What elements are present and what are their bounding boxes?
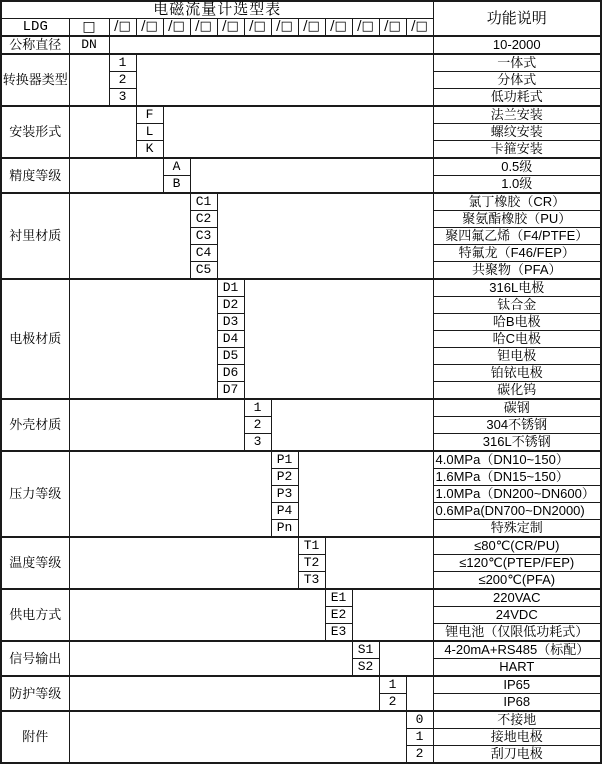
spacer-cell	[69, 711, 406, 763]
table-row	[1, 399, 601, 417]
spacer-cell	[69, 537, 298, 589]
spacer-cell	[379, 641, 433, 676]
function-desc: ≤80℃(CR/PU)	[433, 537, 601, 555]
code-cell: F	[136, 106, 163, 124]
function-desc: 聚氨酯橡胶（PU）	[433, 211, 601, 228]
spacer-cell	[69, 158, 163, 193]
code-cell: DN	[69, 36, 109, 54]
spacer-cell	[190, 158, 433, 193]
section-label: 温度等级	[1, 537, 69, 589]
section-label: 附件	[1, 711, 69, 763]
code-cell: C1	[190, 193, 217, 211]
spacer-cell	[298, 451, 433, 537]
function-desc: ≤120℃(PTEP/FEP)	[433, 555, 601, 572]
code-cell: D2	[217, 297, 244, 314]
code-slot: /□	[379, 19, 406, 37]
code-cell: C2	[190, 211, 217, 228]
model-prefix: LDG	[1, 19, 69, 37]
spacer-cell	[69, 641, 352, 676]
table-title: 电磁流量计选型表	[1, 1, 433, 19]
section-label: 压力等级	[1, 451, 69, 537]
code-slot: /□	[163, 19, 190, 37]
spacer-cell	[244, 279, 433, 399]
function-desc: 聚四氟乙烯（F4/PTFE）	[433, 228, 601, 245]
section-label: 衬里材质	[1, 193, 69, 279]
function-desc: ≤200℃(PFA)	[433, 572, 601, 590]
code-cell: D7	[217, 382, 244, 400]
spacer-cell	[352, 589, 433, 641]
code-cell: T3	[298, 572, 325, 590]
function-desc: 卡箍安装	[433, 141, 601, 159]
code-cell: P3	[271, 486, 298, 503]
function-desc: 共聚物（PFA）	[433, 262, 601, 280]
function-desc: 接地电极	[433, 729, 601, 746]
function-desc: 法兰安装	[433, 106, 601, 124]
function-desc: 刮刀电极	[433, 746, 601, 764]
section-label: 公称直径	[1, 36, 69, 54]
function-desc: 316L电极	[433, 279, 601, 297]
function-desc: 碳钢	[433, 399, 601, 417]
function-desc: 分体式	[433, 72, 601, 89]
section-label: 防护等级	[1, 676, 69, 711]
code-cell: D6	[217, 365, 244, 382]
section-label: 安装形式	[1, 106, 69, 158]
code-slot: /□	[271, 19, 298, 37]
spacer-cell	[69, 451, 271, 537]
title-row	[1, 1, 601, 19]
spacer-cell	[136, 54, 433, 106]
code-cell: 1	[109, 54, 136, 72]
code-cell: P2	[271, 469, 298, 486]
function-desc: 氯丁橡胶（CR）	[433, 193, 601, 211]
code-slot: /□	[217, 19, 244, 37]
spacer-cell	[406, 676, 433, 711]
function-desc: IP68	[433, 694, 601, 712]
function-desc: 4-20mA+RS485（标配）	[433, 641, 601, 659]
function-desc: 钛合金	[433, 297, 601, 314]
code-cell: Pn	[271, 520, 298, 538]
code-cell: S1	[352, 641, 379, 659]
code-cell: 2	[109, 72, 136, 89]
function-desc: HART	[433, 659, 601, 677]
spacer-cell	[69, 106, 136, 158]
table-row	[1, 279, 601, 297]
table-row	[1, 54, 601, 72]
function-desc: 锂电池（仅限低功耗式）	[433, 624, 601, 642]
spacer-cell	[163, 106, 433, 158]
section-label: 信号输出	[1, 641, 69, 676]
table-row	[1, 158, 601, 176]
spacer-cell	[271, 399, 433, 451]
code-cell: E3	[325, 624, 352, 642]
function-desc: 螺纹安装	[433, 124, 601, 141]
spacer-cell	[69, 399, 244, 451]
table-row	[1, 537, 601, 555]
table-row	[1, 106, 601, 124]
code-cell: D1	[217, 279, 244, 297]
spacer-cell	[69, 589, 325, 641]
function-desc: 1.6MPa（DN15~150）	[433, 469, 601, 486]
table-row	[1, 641, 601, 659]
code-cell: B	[163, 176, 190, 194]
code-cell: 2	[379, 694, 406, 712]
spacer-cell	[69, 676, 379, 711]
code-cell: P4	[271, 503, 298, 520]
table-row	[1, 451, 601, 469]
code-cell: S2	[352, 659, 379, 677]
section-label: 电极材质	[1, 279, 69, 399]
table-row	[1, 193, 601, 211]
section-label: 外壳材质	[1, 399, 69, 451]
code-cell: 2	[244, 417, 271, 434]
code-cell: E2	[325, 607, 352, 624]
code-slot: /□	[244, 19, 271, 37]
spacer-cell	[69, 54, 109, 106]
section-label: 供电方式	[1, 589, 69, 641]
section-label: 精度等级	[1, 158, 69, 193]
code-cell: 0	[406, 711, 433, 729]
code-cell: 1	[406, 729, 433, 746]
spacer-cell	[325, 537, 433, 589]
table-row	[1, 589, 601, 607]
function-desc: 低功耗式	[433, 89, 601, 107]
code-cell: 1	[379, 676, 406, 694]
spacer-cell	[69, 279, 217, 399]
table-row	[1, 36, 601, 54]
function-desc: 0.6MPa(DN700~DN2000)	[433, 503, 601, 520]
code-slot: /□	[352, 19, 379, 37]
code-cell: C3	[190, 228, 217, 245]
code-cell: A	[163, 158, 190, 176]
spacer-cell	[217, 193, 433, 279]
code-cell: D4	[217, 331, 244, 348]
code-slot: /□	[298, 19, 325, 37]
code-cell: 1	[244, 399, 271, 417]
code-slot: /□	[136, 19, 163, 37]
code-cell: C5	[190, 262, 217, 280]
table-row	[1, 676, 601, 694]
function-desc: 1.0级	[433, 176, 601, 194]
function-desc: 10-2000	[433, 36, 601, 54]
function-desc: 316L不锈钢	[433, 434, 601, 452]
code-box-placeholder: □	[69, 19, 109, 37]
code-cell: L	[136, 124, 163, 141]
function-desc: 1.0MPa（DN200~DN600）	[433, 486, 601, 503]
code-cell: E1	[325, 589, 352, 607]
spacer-cell	[109, 36, 433, 54]
code-cell: T1	[298, 537, 325, 555]
function-column-header: 功能说明	[433, 1, 601, 36]
function-desc: 哈C电极	[433, 331, 601, 348]
table-row	[1, 711, 601, 729]
code-slot: /□	[109, 19, 136, 37]
function-desc: 220VAC	[433, 589, 601, 607]
code-cell: 3	[244, 434, 271, 452]
function-desc: 哈B电极	[433, 314, 601, 331]
code-cell: T2	[298, 555, 325, 572]
code-cell: 2	[406, 746, 433, 764]
code-slot: /□	[190, 19, 217, 37]
function-desc: 碳化钨	[433, 382, 601, 400]
function-desc: 4.0MPa（DN10~150）	[433, 451, 601, 469]
function-desc: 钽电极	[433, 348, 601, 365]
function-desc: 不接地	[433, 711, 601, 729]
code-cell: D3	[217, 314, 244, 331]
code-cell: D5	[217, 348, 244, 365]
code-cell: P1	[271, 451, 298, 469]
code-cell: K	[136, 141, 163, 159]
function-desc: 24VDC	[433, 607, 601, 624]
function-desc: 特殊定制	[433, 520, 601, 538]
function-desc: IP65	[433, 676, 601, 694]
code-slot: /□	[325, 19, 352, 37]
function-desc: 一体式	[433, 54, 601, 72]
code-cell: C4	[190, 245, 217, 262]
function-desc: 特氟龙（F46/FEP）	[433, 245, 601, 262]
function-desc: 铂铱电极	[433, 365, 601, 382]
function-desc: 304不锈钢	[433, 417, 601, 434]
section-label: 转换器类型	[1, 54, 69, 106]
spacer-cell	[69, 193, 190, 279]
code-slot: /□	[406, 19, 433, 37]
function-desc: 0.5级	[433, 158, 601, 176]
code-cell: 3	[109, 89, 136, 107]
